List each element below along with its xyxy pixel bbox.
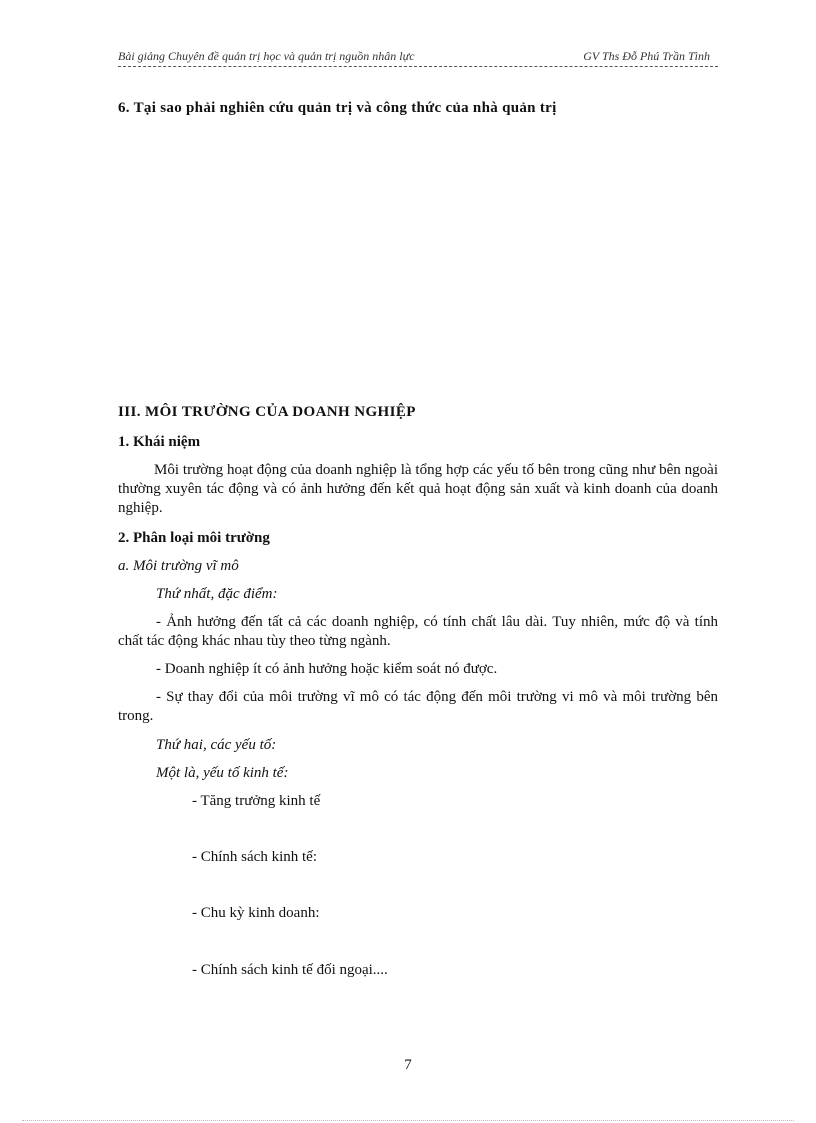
characteristic-item: - Ảnh hưởng đến tất cả các doanh nghiệp, có tính chất lâu dài. Tuy nhiên, mức độ và tính chất tác động khác nhau tùy theo từng ngành. bbox=[118, 614, 718, 649]
economic-factor-item: - Tăng trưởng kinh tế bbox=[192, 793, 321, 809]
factors-label: Thứ hai, các yếu tố: bbox=[156, 737, 277, 753]
characteristic-item: - Doanh nghiệp ít có ảnh hưởng hoặc kiểm soát nó được. bbox=[156, 661, 498, 677]
characteristic-item: - Sự thay đổi của môi trường vĩ mô có tác động đến môi trường vi mô và môi trường bên trong. bbox=[118, 689, 718, 724]
page-bottom-border bbox=[22, 1120, 794, 1121]
economic-factor-label: Một là, yếu tố kinh tế: bbox=[156, 765, 289, 781]
header-lecturer: GV Ths Đỗ Phú Trần Tình bbox=[583, 49, 710, 63]
concept-paragraph: Môi trường hoạt động của doanh nghiệp là tổng hợp các yếu tố bên trong cũng như bên ngoài thường xuyên tác động và có ảnh hưởng đến kết quả hoạt động sản xuất và kinh doanh của doanh nghiệp. bbox=[118, 462, 718, 516]
section-3-heading: III. MÔI TRƯỜNG CỦA DOANH NGHIỆP bbox=[118, 404, 416, 420]
macro-env-subheading: a. Môi trường vĩ mô bbox=[118, 558, 239, 574]
page-number: 7 bbox=[404, 1057, 412, 1073]
page-header bbox=[118, 49, 716, 64]
classification-heading: 2. Phân loại môi trường bbox=[118, 530, 270, 546]
section-6-heading: 6. Tại sao phải nghiên cứu quản trị và công thức của nhà quản trị bbox=[118, 100, 557, 116]
economic-factor-item: - Chính sách kinh tế: bbox=[192, 849, 317, 865]
concept-heading: 1. Khái niệm bbox=[118, 434, 201, 450]
economic-factor-item: - Chính sách kinh tế đối ngoại.... bbox=[192, 962, 388, 978]
header-divider bbox=[118, 66, 718, 67]
characteristics-label: Thứ nhất, đặc điểm: bbox=[156, 586, 278, 602]
economic-factor-item: - Chu kỳ kinh doanh: bbox=[192, 905, 320, 921]
header-course-title: Bài giảng Chuyên đề quản trị học và quản trị nguồn nhân lực bbox=[118, 49, 415, 63]
